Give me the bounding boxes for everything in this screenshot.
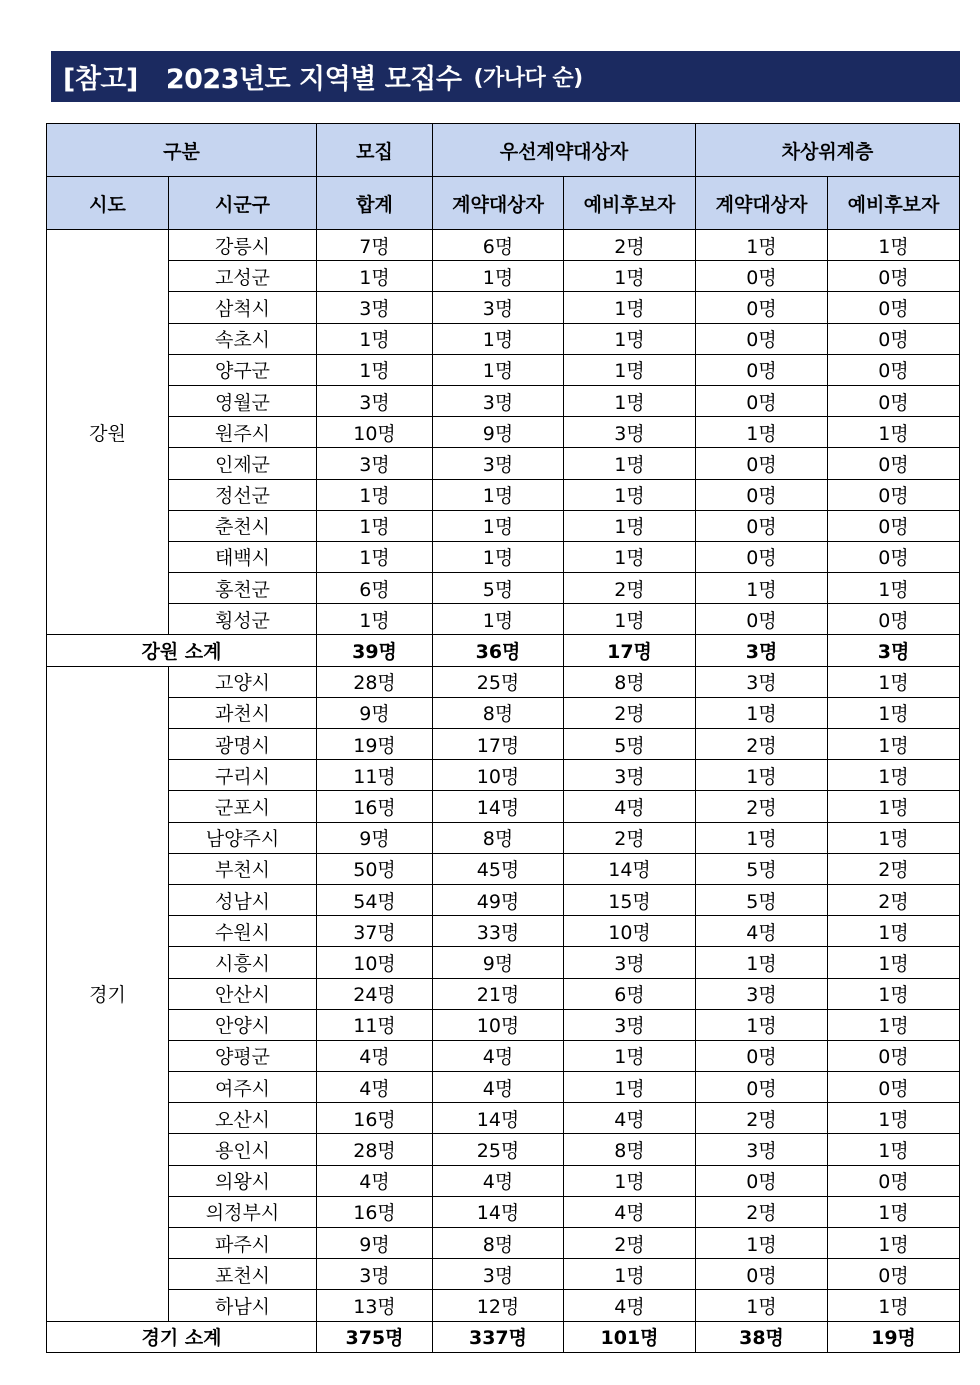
next-reserve-cell: 1명 bbox=[828, 916, 960, 947]
priority-reserve-cell: 2명 bbox=[564, 822, 696, 853]
priority-contract-cell: 1명 bbox=[433, 354, 564, 385]
subtotal-total-cell: 375명 bbox=[317, 1321, 433, 1352]
table-row bbox=[47, 822, 960, 853]
sigungu-cell: 과천시 bbox=[169, 697, 317, 728]
next-reserve-cell: 1명 bbox=[828, 666, 960, 697]
next-contract-cell: 0명 bbox=[696, 479, 828, 510]
next-contract-cell: 0명 bbox=[696, 354, 828, 385]
next-contract-cell: 5명 bbox=[696, 853, 828, 884]
total-cell: 10명 bbox=[317, 947, 433, 978]
total-cell: 1명 bbox=[317, 604, 433, 635]
sigungu-cell: 여주시 bbox=[169, 1072, 317, 1103]
sigungu-cell: 오산시 bbox=[169, 1103, 317, 1134]
priority-contract-cell: 1명 bbox=[433, 479, 564, 510]
priority-reserve-cell: 1명 bbox=[564, 354, 696, 385]
table-row bbox=[47, 323, 960, 354]
priority-reserve-cell: 1명 bbox=[564, 292, 696, 323]
priority-reserve-cell: 1명 bbox=[564, 1259, 696, 1290]
sigungu-cell: 시흥시 bbox=[169, 947, 317, 978]
total-cell: 1명 bbox=[317, 323, 433, 354]
total-cell: 7명 bbox=[317, 230, 433, 261]
sigungu-cell: 구리시 bbox=[169, 760, 317, 791]
next-reserve-cell: 0명 bbox=[828, 261, 960, 292]
title-sort-note: (가나다 순) bbox=[473, 66, 583, 91]
priority-reserve-cell: 1명 bbox=[564, 261, 696, 292]
table-row bbox=[47, 510, 960, 541]
next-reserve-cell: 0명 bbox=[828, 1040, 960, 1071]
total-cell: 3명 bbox=[317, 448, 433, 479]
next-reserve-cell: 1명 bbox=[828, 417, 960, 448]
total-cell: 19명 bbox=[317, 729, 433, 760]
priority-contract-cell: 1명 bbox=[433, 510, 564, 541]
priority-contract-cell: 9명 bbox=[433, 417, 564, 448]
subtotal-label: 강원 소계 bbox=[47, 635, 317, 666]
priority-reserve-cell: 3명 bbox=[564, 417, 696, 448]
next-reserve-cell: 0명 bbox=[828, 479, 960, 510]
sigungu-cell: 고성군 bbox=[169, 261, 317, 292]
subtotal-row bbox=[47, 635, 960, 666]
subtotal-priority-reserve-cell: 17명 bbox=[564, 635, 696, 666]
sigungu-cell: 의정부시 bbox=[169, 1196, 317, 1227]
sigungu-cell: 삼척시 bbox=[169, 292, 317, 323]
priority-contract-cell: 1명 bbox=[433, 323, 564, 354]
sigungu-cell: 파주시 bbox=[169, 1228, 317, 1259]
total-cell: 4명 bbox=[317, 1072, 433, 1103]
table-row bbox=[47, 1196, 960, 1227]
next-reserve-cell: 0명 bbox=[828, 385, 960, 416]
next-reserve-cell: 1명 bbox=[828, 230, 960, 261]
total-cell: 16명 bbox=[317, 791, 433, 822]
table-row bbox=[47, 697, 960, 728]
sigungu-cell: 강릉시 bbox=[169, 230, 317, 261]
priority-reserve-cell: 4명 bbox=[564, 1196, 696, 1227]
priority-reserve-cell: 8명 bbox=[564, 1134, 696, 1165]
sigungu-cell: 용인시 bbox=[169, 1134, 317, 1165]
sigungu-cell: 태백시 bbox=[169, 541, 317, 572]
priority-contract-cell: 1명 bbox=[433, 604, 564, 635]
priority-contract-cell: 6명 bbox=[433, 230, 564, 261]
priority-reserve-cell: 1명 bbox=[564, 604, 696, 635]
next-reserve-cell: 1명 bbox=[828, 1290, 960, 1321]
total-cell: 13명 bbox=[317, 1290, 433, 1321]
total-cell: 9명 bbox=[317, 1228, 433, 1259]
next-contract-cell: 2명 bbox=[696, 1103, 828, 1134]
priority-contract-cell: 10명 bbox=[433, 760, 564, 791]
sigungu-cell: 성남시 bbox=[169, 884, 317, 915]
total-cell: 28명 bbox=[317, 1134, 433, 1165]
next-reserve-cell: 0명 bbox=[828, 604, 960, 635]
subtotal-next-reserve-cell: 3명 bbox=[828, 635, 960, 666]
next-reserve-cell: 0명 bbox=[828, 541, 960, 572]
table-row bbox=[47, 1040, 960, 1071]
table-row bbox=[47, 448, 960, 479]
sigungu-cell: 수원시 bbox=[169, 916, 317, 947]
priority-reserve-cell: 1명 bbox=[564, 448, 696, 479]
next-contract-cell: 2명 bbox=[696, 791, 828, 822]
priority-contract-cell: 8명 bbox=[433, 1228, 564, 1259]
subtotal-priority-contract-cell: 337명 bbox=[433, 1321, 564, 1352]
next-contract-cell: 3명 bbox=[696, 978, 828, 1009]
table-row bbox=[47, 853, 960, 884]
table-row bbox=[47, 354, 960, 385]
total-cell: 3명 bbox=[317, 292, 433, 323]
priority-contract-cell: 49명 bbox=[433, 884, 564, 915]
total-cell: 4명 bbox=[317, 1040, 433, 1071]
subtotal-priority-reserve-cell: 101명 bbox=[564, 1321, 696, 1352]
header-priority: 우선계약대상자 bbox=[433, 124, 696, 177]
sigungu-cell: 원주시 bbox=[169, 417, 317, 448]
total-cell: 1명 bbox=[317, 354, 433, 385]
total-cell: 6명 bbox=[317, 573, 433, 604]
next-contract-cell: 3명 bbox=[696, 666, 828, 697]
priority-contract-cell: 3명 bbox=[433, 448, 564, 479]
priority-reserve-cell: 1명 bbox=[564, 479, 696, 510]
priority-reserve-cell: 1명 bbox=[564, 323, 696, 354]
priority-reserve-cell: 2명 bbox=[564, 230, 696, 261]
priority-contract-cell: 45명 bbox=[433, 853, 564, 884]
next-contract-cell: 0명 bbox=[696, 1040, 828, 1071]
table-row bbox=[47, 604, 960, 635]
sigungu-cell: 안양시 bbox=[169, 1009, 317, 1040]
next-reserve-cell: 2명 bbox=[828, 853, 960, 884]
priority-contract-cell: 10명 bbox=[433, 1009, 564, 1040]
table-row bbox=[47, 1165, 960, 1196]
priority-contract-cell: 14명 bbox=[433, 1103, 564, 1134]
sigungu-cell: 영월군 bbox=[169, 385, 317, 416]
priority-reserve-cell: 5명 bbox=[564, 729, 696, 760]
next-contract-cell: 1명 bbox=[696, 1290, 828, 1321]
next-contract-cell: 1명 bbox=[696, 417, 828, 448]
next-reserve-cell: 0명 bbox=[828, 510, 960, 541]
next-reserve-cell: 2명 bbox=[828, 884, 960, 915]
next-contract-cell: 1명 bbox=[696, 760, 828, 791]
header-sido: 시도 bbox=[47, 177, 169, 230]
priority-reserve-cell: 3명 bbox=[564, 1009, 696, 1040]
total-cell: 10명 bbox=[317, 417, 433, 448]
subtotal-next-reserve-cell: 19명 bbox=[828, 1321, 960, 1352]
total-cell: 24명 bbox=[317, 978, 433, 1009]
total-cell: 9명 bbox=[317, 822, 433, 853]
next-reserve-cell: 1명 bbox=[828, 791, 960, 822]
priority-contract-cell: 5명 bbox=[433, 573, 564, 604]
total-cell: 9명 bbox=[317, 697, 433, 728]
next-reserve-cell: 0명 bbox=[828, 292, 960, 323]
priority-contract-cell: 17명 bbox=[433, 729, 564, 760]
next-contract-cell: 1명 bbox=[696, 1228, 828, 1259]
next-contract-cell: 1명 bbox=[696, 230, 828, 261]
next-contract-cell: 0명 bbox=[696, 323, 828, 354]
next-contract-cell: 0명 bbox=[696, 541, 828, 572]
header-next: 차상위계층 bbox=[696, 124, 960, 177]
priority-contract-cell: 8명 bbox=[433, 822, 564, 853]
priority-contract-cell: 9명 bbox=[433, 947, 564, 978]
next-reserve-cell: 1명 bbox=[828, 760, 960, 791]
sigungu-cell: 속초시 bbox=[169, 323, 317, 354]
next-contract-cell: 1명 bbox=[696, 573, 828, 604]
total-cell: 11명 bbox=[317, 1009, 433, 1040]
total-cell: 1명 bbox=[317, 510, 433, 541]
table-row bbox=[47, 1134, 960, 1165]
priority-contract-cell: 3명 bbox=[433, 292, 564, 323]
total-cell: 16명 bbox=[317, 1103, 433, 1134]
next-reserve-cell: 1명 bbox=[828, 1103, 960, 1134]
next-contract-cell: 3명 bbox=[696, 1134, 828, 1165]
priority-reserve-cell: 1명 bbox=[564, 1040, 696, 1071]
table-row bbox=[47, 1009, 960, 1040]
header-priority-reserve: 예비후보자 bbox=[564, 177, 696, 230]
next-reserve-cell: 1명 bbox=[828, 1134, 960, 1165]
sigungu-cell: 부천시 bbox=[169, 853, 317, 884]
page-title-bar bbox=[51, 51, 960, 102]
total-cell: 1명 bbox=[317, 479, 433, 510]
table-row bbox=[47, 729, 960, 760]
header-row-2 bbox=[47, 177, 960, 230]
priority-reserve-cell: 1명 bbox=[564, 385, 696, 416]
total-cell: 50명 bbox=[317, 853, 433, 884]
table-row bbox=[47, 1228, 960, 1259]
priority-reserve-cell: 2명 bbox=[564, 1228, 696, 1259]
header-priority-contract: 계약대상자 bbox=[433, 177, 564, 230]
next-contract-cell: 1명 bbox=[696, 697, 828, 728]
header-gubun: 구분 bbox=[47, 124, 317, 177]
next-contract-cell: 1명 bbox=[696, 822, 828, 853]
priority-contract-cell: 3명 bbox=[433, 385, 564, 416]
table-row bbox=[47, 417, 960, 448]
next-reserve-cell: 1명 bbox=[828, 978, 960, 1009]
next-contract-cell: 0명 bbox=[696, 604, 828, 635]
next-contract-cell: 0명 bbox=[696, 261, 828, 292]
table-row bbox=[47, 261, 960, 292]
next-contract-cell: 0명 bbox=[696, 292, 828, 323]
priority-contract-cell: 4명 bbox=[433, 1040, 564, 1071]
table-row bbox=[47, 760, 960, 791]
sigungu-cell: 양평군 bbox=[169, 1040, 317, 1071]
priority-reserve-cell: 14명 bbox=[564, 853, 696, 884]
sigungu-cell: 포천시 bbox=[169, 1259, 317, 1290]
priority-reserve-cell: 15명 bbox=[564, 884, 696, 915]
total-cell: 28명 bbox=[317, 666, 433, 697]
priority-contract-cell: 21명 bbox=[433, 978, 564, 1009]
priority-reserve-cell: 1명 bbox=[564, 1165, 696, 1196]
priority-contract-cell: 1명 bbox=[433, 261, 564, 292]
total-cell: 3명 bbox=[317, 1259, 433, 1290]
subtotal-next-contract-cell: 3명 bbox=[696, 635, 828, 666]
next-reserve-cell: 1명 bbox=[828, 573, 960, 604]
next-reserve-cell: 1명 bbox=[828, 729, 960, 760]
next-reserve-cell: 1명 bbox=[828, 947, 960, 978]
sigungu-cell: 광명시 bbox=[169, 729, 317, 760]
sigungu-cell: 고양시 bbox=[169, 666, 317, 697]
total-cell: 11명 bbox=[317, 760, 433, 791]
table-row bbox=[47, 666, 960, 697]
sigungu-cell: 횡성군 bbox=[169, 604, 317, 635]
sigungu-cell: 남양주시 bbox=[169, 822, 317, 853]
next-reserve-cell: 1명 bbox=[828, 1228, 960, 1259]
next-contract-cell: 0명 bbox=[696, 510, 828, 541]
header-row-1 bbox=[47, 124, 960, 177]
total-cell: 4명 bbox=[317, 1165, 433, 1196]
sigungu-cell: 춘천시 bbox=[169, 510, 317, 541]
next-contract-cell: 0명 bbox=[696, 1165, 828, 1196]
next-reserve-cell: 0명 bbox=[828, 1259, 960, 1290]
total-cell: 3명 bbox=[317, 385, 433, 416]
priority-contract-cell: 3명 bbox=[433, 1259, 564, 1290]
table-row bbox=[47, 479, 960, 510]
priority-reserve-cell: 4명 bbox=[564, 1290, 696, 1321]
next-reserve-cell: 1명 bbox=[828, 822, 960, 853]
priority-reserve-cell: 3명 bbox=[564, 947, 696, 978]
priority-reserve-cell: 10명 bbox=[564, 916, 696, 947]
header-sigungu: 시군구 bbox=[169, 177, 317, 230]
sigungu-cell: 정선군 bbox=[169, 479, 317, 510]
subtotal-priority-contract-cell: 36명 bbox=[433, 635, 564, 666]
next-contract-cell: 1명 bbox=[696, 1009, 828, 1040]
sigungu-cell: 양구군 bbox=[169, 354, 317, 385]
recruitment-table bbox=[46, 123, 960, 1353]
total-cell: 54명 bbox=[317, 884, 433, 915]
next-reserve-cell: 1명 bbox=[828, 697, 960, 728]
next-contract-cell: 0명 bbox=[696, 1072, 828, 1103]
priority-contract-cell: 1명 bbox=[433, 541, 564, 572]
sigungu-cell: 의왕시 bbox=[169, 1165, 317, 1196]
table-row bbox=[47, 1290, 960, 1321]
priority-reserve-cell: 4명 bbox=[564, 791, 696, 822]
total-cell: 16명 bbox=[317, 1196, 433, 1227]
priority-contract-cell: 25명 bbox=[433, 666, 564, 697]
table-row bbox=[47, 947, 960, 978]
subtotal-row bbox=[47, 1321, 960, 1352]
sigungu-cell: 인제군 bbox=[169, 448, 317, 479]
total-cell: 1명 bbox=[317, 541, 433, 572]
table-body bbox=[47, 230, 960, 1353]
table-row bbox=[47, 573, 960, 604]
sigungu-cell: 홍천군 bbox=[169, 573, 317, 604]
table-row bbox=[47, 1072, 960, 1103]
priority-reserve-cell: 2명 bbox=[564, 573, 696, 604]
priority-contract-cell: 8명 bbox=[433, 697, 564, 728]
title-tag: [참고] bbox=[63, 64, 138, 95]
table-row bbox=[47, 916, 960, 947]
header-next-contract: 계약대상자 bbox=[696, 177, 828, 230]
priority-contract-cell: 25명 bbox=[433, 1134, 564, 1165]
priority-reserve-cell: 1명 bbox=[564, 510, 696, 541]
table-row bbox=[47, 1103, 960, 1134]
header-mojip: 모집 bbox=[317, 124, 433, 177]
total-cell: 1명 bbox=[317, 261, 433, 292]
next-contract-cell: 5명 bbox=[696, 884, 828, 915]
priority-contract-cell: 12명 bbox=[433, 1290, 564, 1321]
next-contract-cell: 0명 bbox=[696, 448, 828, 479]
subtotal-next-contract-cell: 38명 bbox=[696, 1321, 828, 1352]
subtotal-total-cell: 39명 bbox=[317, 635, 433, 666]
priority-contract-cell: 14명 bbox=[433, 1196, 564, 1227]
table-row bbox=[47, 1259, 960, 1290]
priority-reserve-cell: 2명 bbox=[564, 697, 696, 728]
subtotal-label: 경기 소계 bbox=[47, 1321, 317, 1352]
priority-reserve-cell: 1명 bbox=[564, 541, 696, 572]
next-reserve-cell: 1명 bbox=[828, 1009, 960, 1040]
page-title: 2023년도 지역별 모집수 bbox=[165, 64, 462, 95]
next-reserve-cell: 0명 bbox=[828, 1072, 960, 1103]
table-row bbox=[47, 978, 960, 1009]
table-row bbox=[47, 884, 960, 915]
table-row bbox=[47, 230, 960, 261]
sido-cell: 경기 bbox=[47, 666, 169, 1321]
priority-reserve-cell: 3명 bbox=[564, 760, 696, 791]
priority-reserve-cell: 8명 bbox=[564, 666, 696, 697]
next-reserve-cell: 0명 bbox=[828, 354, 960, 385]
next-contract-cell: 0명 bbox=[696, 1259, 828, 1290]
priority-reserve-cell: 4명 bbox=[564, 1103, 696, 1134]
next-reserve-cell: 0명 bbox=[828, 1165, 960, 1196]
priority-contract-cell: 4명 bbox=[433, 1165, 564, 1196]
priority-reserve-cell: 1명 bbox=[564, 1072, 696, 1103]
next-reserve-cell: 0명 bbox=[828, 448, 960, 479]
sigungu-cell: 군포시 bbox=[169, 791, 317, 822]
priority-contract-cell: 33명 bbox=[433, 916, 564, 947]
header-total: 합계 bbox=[317, 177, 433, 230]
next-contract-cell: 2명 bbox=[696, 1196, 828, 1227]
sigungu-cell: 하남시 bbox=[169, 1290, 317, 1321]
header-next-reserve: 예비후보자 bbox=[828, 177, 960, 230]
table-row bbox=[47, 292, 960, 323]
priority-contract-cell: 4명 bbox=[433, 1072, 564, 1103]
next-contract-cell: 1명 bbox=[696, 947, 828, 978]
priority-contract-cell: 14명 bbox=[433, 791, 564, 822]
total-cell: 37명 bbox=[317, 916, 433, 947]
next-contract-cell: 2명 bbox=[696, 729, 828, 760]
next-reserve-cell: 1명 bbox=[828, 1196, 960, 1227]
priority-reserve-cell: 6명 bbox=[564, 978, 696, 1009]
table-row bbox=[47, 385, 960, 416]
next-contract-cell: 0명 bbox=[696, 385, 828, 416]
table-row bbox=[47, 791, 960, 822]
next-reserve-cell: 0명 bbox=[828, 323, 960, 354]
sigungu-cell: 안산시 bbox=[169, 978, 317, 1009]
table-row bbox=[47, 541, 960, 572]
sido-cell: 강원 bbox=[47, 230, 169, 635]
next-contract-cell: 4명 bbox=[696, 916, 828, 947]
